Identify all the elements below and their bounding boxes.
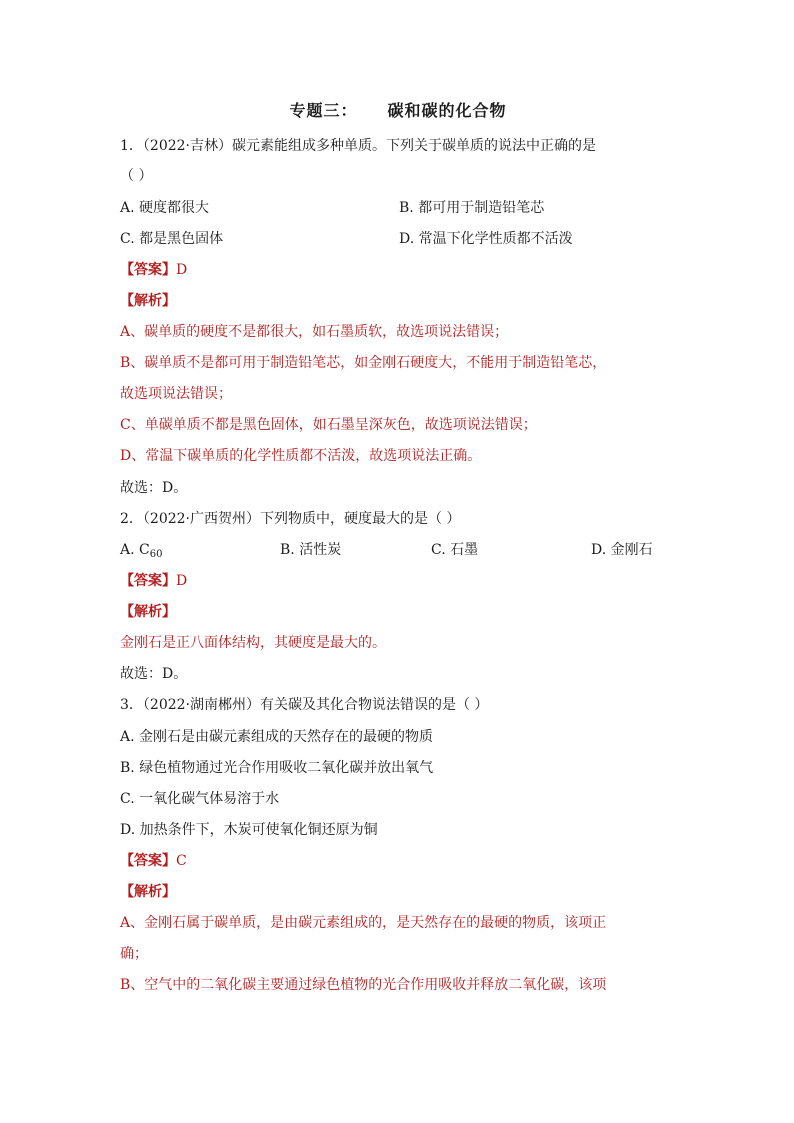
q2-stem: 2．（2022·广西贺州）下列物质中，硬度最大的是（ ）	[120, 511, 461, 527]
q2-option-d: D. 金刚石	[591, 542, 653, 558]
q2-answer	[120, 571, 187, 591]
q1-answer	[120, 260, 187, 280]
q3-stem: 3．（2022·湖南郴州）有关碳及其化合物说法错误的是（ ）	[120, 697, 489, 713]
q1-conclusion: 故选：D。	[120, 480, 188, 496]
q1-answer-value: D	[176, 262, 188, 278]
answer-label: 【答案】	[120, 573, 176, 589]
q1-stem: 1．（2022·吉林）碳元素能组成多种单质。下列关于碳单质的说法中正确的是	[120, 138, 596, 154]
q2-option-c: C. 石墨	[431, 542, 479, 558]
q3-option-d: D. 加热条件下，木炭可使氧化铜还原为铜	[120, 822, 378, 838]
q1-analysis-line: A、碳单质的硬度不是都很大，如石墨质软，故选项说法错误；	[120, 324, 509, 340]
q1-options-row-1	[120, 198, 676, 218]
q2-option-b: B. 活性炭	[280, 542, 342, 558]
q1-option-a: A. 硬度都很大	[120, 200, 210, 216]
q1-options-row-2	[120, 229, 676, 249]
q1-option-b: B. 都可用于制造铅笔芯	[399, 200, 545, 216]
q3-analysis-line: B、空气中的二氧化碳主要通过绿色植物的光合作用吸收并释放二氧化碳，该项	[120, 977, 607, 993]
q1-analysis-line: C、单碳单质不都是黑色固体，如石墨呈深灰色，故选项说法错误；	[120, 417, 537, 433]
q1-analysis-label: 【解析】	[120, 293, 176, 309]
q3-option-b: B. 绿色植物通过光合作用吸收二氧化碳并放出氧气	[120, 760, 434, 776]
q1-option-d: D. 常温下化学性质都不活泼	[399, 231, 573, 247]
answer-label: 【答案】	[120, 853, 176, 869]
q2-analysis-line: 金刚石是正八面体结构，其硬度是最大的。	[120, 635, 386, 651]
answer-label: 【答案】	[120, 262, 176, 278]
q3-analysis-line: 确；	[120, 946, 148, 962]
q3-answer	[120, 851, 187, 871]
q3-analysis-line: A、金刚石属于碳单质，是由碳元素组成的，是天然存在的最硬的物质，该项正	[120, 915, 607, 931]
q3-analysis-label: 【解析】	[120, 884, 176, 900]
q3-option-c: C. 一氧化碳气体易溶于水	[120, 791, 280, 807]
q3-option-a: A. 金刚石是由碳元素组成的天然存在的最硬的物质	[120, 729, 434, 745]
q1-paren: （ ）	[120, 168, 153, 184]
q2-answer-value: D	[176, 573, 188, 589]
title-main: 碳和碳的化合物	[387, 101, 507, 120]
q1-option-c: C. 都是黑色固体	[120, 231, 224, 247]
q1-analysis-line: 故选项说法错误；	[120, 386, 232, 402]
q2-conclusion: 故选：D。	[120, 666, 188, 682]
page-title	[120, 98, 676, 121]
q2-analysis-label: 【解析】	[120, 604, 176, 620]
title-prefix: 专题三：	[289, 101, 358, 120]
q1-analysis-line: D、常温下碳单质的化学性质都不活泼，故选项说法正确。	[120, 448, 482, 464]
q2-option-a: A. $C_{60}$	[120, 542, 163, 560]
q3-answer-value: C	[176, 853, 187, 869]
q1-analysis-line: B、碳单质不是都可用于制造铅笔芯，如金刚石硬度大，不能用于制造铅笔芯，	[120, 355, 607, 371]
